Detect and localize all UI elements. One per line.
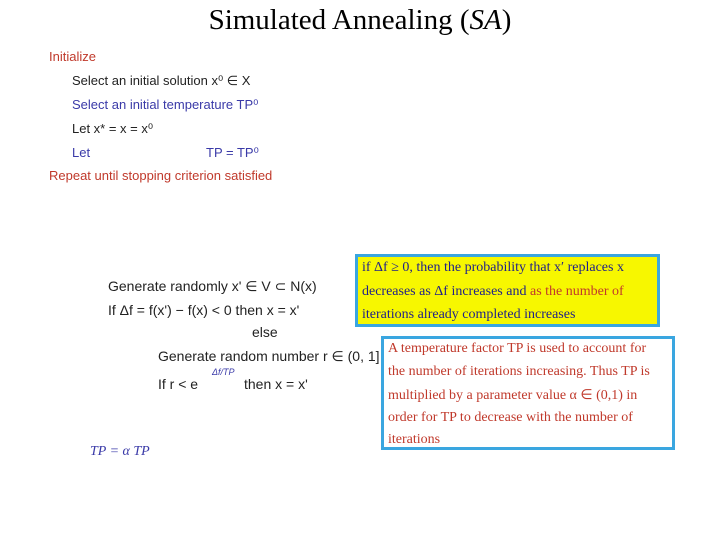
else-label: else xyxy=(252,324,278,340)
temperature-note xyxy=(381,336,675,450)
temperature-note-line1: A temperature factor TP is used to account for xyxy=(388,341,647,356)
exponent-label: Δf/TP xyxy=(212,367,235,377)
generate-x-step: Generate randomly x' ∈ V ⊂ N(x) xyxy=(108,278,317,294)
probability-note xyxy=(355,254,660,327)
temperature-note-line3: multiplied by a parameter value α ∈ (0,1) in xyxy=(388,388,638,403)
select-solution-step: Select an initial solution x⁰ ∈ X xyxy=(72,73,251,88)
generate-r-step: Generate random number r ∈ (0, 1] xyxy=(158,348,380,364)
select-temperature-step: Select an initial temperature TP⁰ xyxy=(72,97,259,112)
probability-note-line3: iterations already completed increases xyxy=(362,307,576,322)
if-r-suffix: then x = x' xyxy=(244,376,308,392)
probability-note-line1: if Δf ≥ 0, then the probability that x′ replaces x xyxy=(362,260,624,275)
initialize-heading: Initialize xyxy=(49,49,96,64)
let-x-step: Let x* = x = x⁰ xyxy=(72,121,154,136)
tp-update-formula: TP = α TP xyxy=(90,444,150,459)
temperature-note-line2: the number of iterations increasing. Thus TP is xyxy=(388,364,650,379)
repeat-criterion: Repeat until stopping criterion satisfied xyxy=(49,168,273,183)
let-tp-formula: TP = TP⁰ xyxy=(206,145,259,160)
if-delta-step: If Δf = f(x') − f(x) < 0 then x = x' xyxy=(108,302,300,318)
if-r-prefix: If r < e xyxy=(158,376,199,392)
page-title: Simulated Annealing (SA) xyxy=(208,4,512,36)
probability-note-line2: decreases as Δf increases and as the number of xyxy=(362,284,624,299)
let-tp-label: Let xyxy=(72,145,91,160)
temperature-note-line4: order for TP to decrease with the number of xyxy=(388,410,633,425)
temperature-note-line5: iterations xyxy=(388,432,441,447)
